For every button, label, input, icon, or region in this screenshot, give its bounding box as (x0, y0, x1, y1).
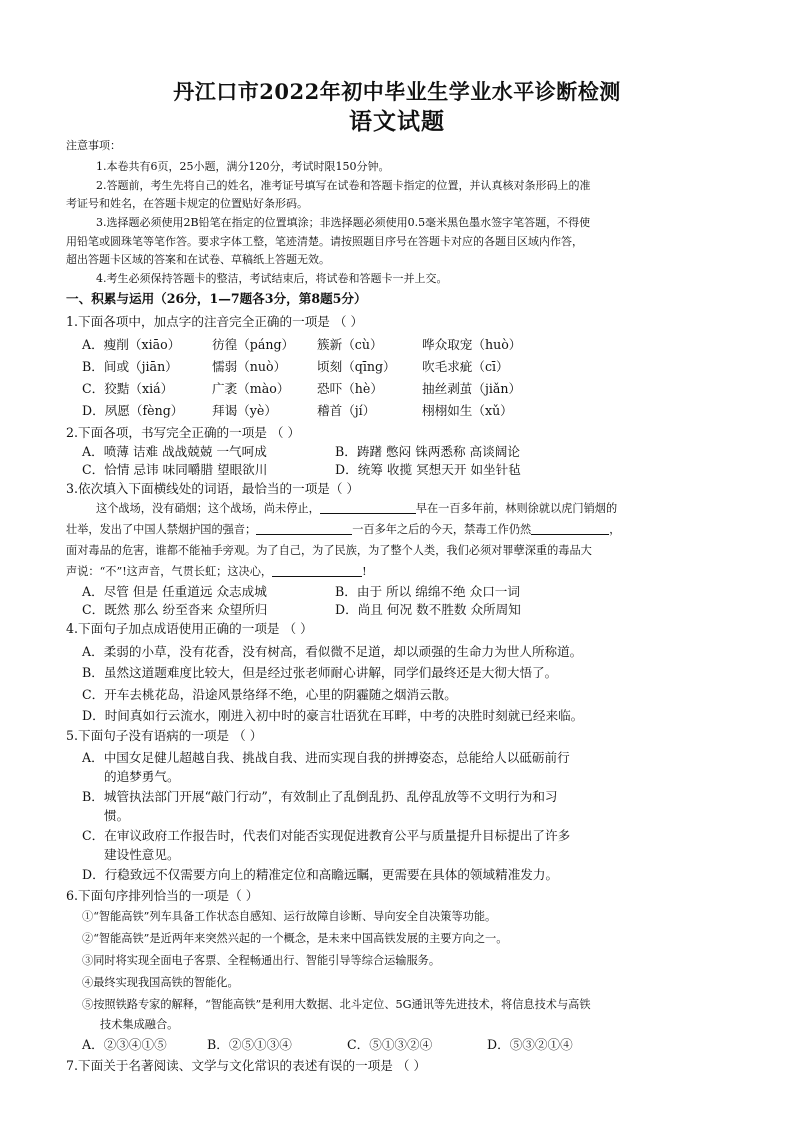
question-5-option-continued: 的追梦勇气。 (104, 769, 180, 784)
option-item: B．间或（jiān） (82, 359, 178, 374)
question-4-option: A．柔弱的小草，没有花香，没有树高，看似微不足道，却以顽强的生命力为世人所称道。 (82, 644, 583, 659)
option-item: 广袤（mào） (212, 381, 290, 396)
option-item: D．统筹 收揽 冥想天开 如坐针毡 (335, 462, 521, 477)
question-1-option-row (82, 358, 509, 376)
question-5-option: D．行稳致远不仅需要方向上的精准定位和高瞻远瞩，更需要在具体的领域精准发力。 (82, 867, 559, 882)
notice-line: 用铅笔或圆珠笔等笔作答。要求字体工整，笔迹清楚。请按照题目序号在答题卡对应的各题目区域内作答， (66, 235, 583, 248)
option-item: A．瘦削（xiāo） (82, 337, 181, 352)
option-item: 稽首（jí） (317, 403, 376, 418)
option-item: D．⑤③②①④ (487, 1037, 573, 1052)
question-6-choices (82, 1036, 573, 1054)
option-item: 哗众取宠（huò） (422, 337, 522, 352)
option-item: C．既然 那么 纷至沓来 众望所归 (82, 602, 268, 617)
question-5-option: B．城管执法部门开展“敲门行动”，有效制止了乱倒乱扔、乱停乱放等不文明行为和习 (82, 789, 558, 804)
question-3-passage-line (66, 563, 367, 581)
question-3-passage-line (66, 521, 620, 539)
question-1-stem: 1.下面各项中，加点字的注音完全正确的一项是 （ ） (66, 314, 364, 329)
exam-title: 丹江口市2022年初中毕业生学业水平诊断检测 (173, 79, 621, 104)
question-4-option: B．虽然这道题难度比较大，但是经过张老师耐心讲解，同学们最终还是大彻大悟了。 (82, 665, 558, 680)
question-6-sentence: ②“智能高铁”是近两年来突然兴起的一个概念，是未来中国高铁发展的主要方向之一。 (82, 932, 508, 945)
fill-blank (272, 564, 362, 577)
question-3-option-row (82, 601, 521, 619)
option-item: 彷徨（páng） (212, 337, 295, 352)
question-5-stem: 5.下面句子没有语病的一项是 （ ） (66, 728, 263, 743)
question-4-option: C．开车去桃花岛，沿途风景络绎不绝，心里的阴霾随之烟消云散。 (82, 687, 457, 702)
option-item: C．恰情 忌讳 味同嚼腊 望眼欲川 (82, 462, 268, 477)
option-item: 抽丝剥茧（jiǎn） (422, 381, 522, 396)
question-6-sentence: ⑤按照铁路专家的解释，“智能高铁”是利用大数据、北斗定位、5G通讯等先进技术，将信息技术与高铁 (82, 998, 591, 1011)
question-3-passage-line: 面对毒品的危害，谁都不能袖手旁观。为了自己，为了民族，为了整个人类，我们必须对罪孽深重的毒品大 (66, 544, 592, 557)
fill-blank (531, 522, 609, 535)
question-5-option-continued: 惯。 (104, 808, 130, 823)
question-1-option-row (82, 336, 521, 354)
option-item: C．狡黠（xiá） (82, 381, 174, 396)
notice-heading: 注意事项： (66, 139, 121, 152)
passage-text: 这个战场，没有硝烟；这个战场，尚未停止， (96, 502, 320, 515)
question-1-option-row (82, 402, 513, 420)
question-6-sentence-continued: 技术集成融合。 (100, 1018, 179, 1031)
question-3-passage-line (96, 500, 617, 518)
option-item: A．尽管 但是 任重道远 众志成城 (82, 584, 267, 599)
notice-line: 2.答题前，考生先将自己的姓名，准考证号填写在试卷和答题卡指定的位置，并认真核对条形码上的准 (96, 179, 591, 192)
question-7-stem: 7.下面关于名著阅读、文学与文化常识的表述有误的一项是 （ ） (66, 1058, 427, 1073)
question-6-sentence: ④最终实现我国高铁的智能化。 (82, 976, 239, 989)
passage-text: 一百多年之后的今天，禁毒工作仍然 (352, 523, 532, 536)
question-2-option-row (82, 461, 521, 479)
question-3-option-row (82, 583, 520, 601)
question-4-option: D．时间真如行云流水，刚进入初中时的豪言壮语犹在耳畔，中考的决胜时刻就已经来临。 (82, 708, 584, 723)
option-item: 簇新（cù） (317, 337, 383, 352)
option-item: 恐吓（hè） (317, 381, 383, 396)
fill-blank (256, 522, 352, 535)
option-item: 顷刻（qīng） (317, 359, 396, 374)
passage-text: 声说：“不”!这声音，气贯长虹；这决心， (66, 565, 273, 578)
notice-line: 超出答题卡区域的答案和在试卷、草稿纸上答题无效。 (66, 253, 330, 266)
exam-subtitle: 语文试题 (349, 108, 445, 135)
option-item: D．尚且 何况 数不胜数 众所周知 (335, 602, 521, 617)
fill-blank (320, 501, 416, 514)
option-item: 栩栩如生（xǔ） (422, 403, 513, 418)
section-heading: 一、积累与运用（26分，1—7题各3分，第8题5分） (66, 291, 367, 306)
passage-text: ! (362, 565, 367, 578)
question-5-option: A．中国女足健儿超越自我、挑战自我、进而实现自我的拼搏姿态，总能给人以砥砺前行 (82, 750, 570, 765)
question-5-option-continued: 建设性意见。 (104, 847, 180, 862)
option-item: C．⑤①③②④ (347, 1037, 433, 1052)
notice-line: 考证号和姓名，在答题卡规定的位置贴好条形码。 (66, 197, 308, 210)
question-6-sentence: ③同时将实现全面电子客票、全程畅通出行、智能引导等综合运输服务。 (82, 954, 441, 967)
question-5-option: C．在审议政府工作报告时，代表们对能否实现促进教育公平与质量提升目标提出了许多 (82, 828, 571, 843)
question-4-stem: 4.下面句子加点成语使用正确的一项是 （ ） (66, 621, 313, 636)
notice-line: 4.考生必须保持答题卡的整洁，考试结束后，将试卷和答题卡一并上交。 (96, 272, 448, 285)
passage-text: ， (609, 523, 621, 536)
question-1-option-row (82, 380, 521, 398)
option-item: D．夙愿（fèng） (82, 403, 184, 418)
passage-text: 壮举，发出了中国人禁烟护国的强音； (66, 523, 257, 536)
passage-text: 早在一百多年前，林则徐就以虎门销烟的 (415, 502, 618, 515)
notice-line: 3.选择题必须使用2B铅笔在指定的位置填涂；非选择题必须使用0.5毫米黑色墨水签字笔答题，不得使 (96, 216, 591, 229)
question-2-option-row (82, 443, 520, 461)
question-2-stem: 2.下面各项，书写完全正确的一项是 （ ） (66, 425, 301, 440)
option-item: B．②⑤①③④ (207, 1037, 292, 1052)
option-item: A．喷薄 诘难 战战兢兢 一气呵成 (82, 444, 267, 459)
option-item: B．由于 所以 绵绵不绝 众口一词 (335, 584, 520, 599)
question-6-sentence: ①“智能高铁”列车具备工作状态自感知、运行故障自诊断、导向安全自决策等功能。 (82, 910, 497, 923)
question-6-stem: 6.下面句序排列恰当的一项是（ ） (66, 888, 259, 903)
option-item: B．踌躇 憋闷 铢两悉称 高谈阔论 (335, 444, 520, 459)
question-3-stem: 3.依次填入下面横线处的词语，最恰当的一项是（ ） (66, 481, 360, 496)
notice-line: 1.本卷共有6页，25小题，满分120分，考试时限150分钟。 (96, 160, 390, 173)
option-item: 拜谒（yè） (212, 403, 277, 418)
option-item: 懦弱（nuò） (212, 359, 287, 374)
option-item: 吹毛求疵（cī） (422, 359, 509, 374)
option-item: A．②③④①⑤ (82, 1037, 167, 1052)
